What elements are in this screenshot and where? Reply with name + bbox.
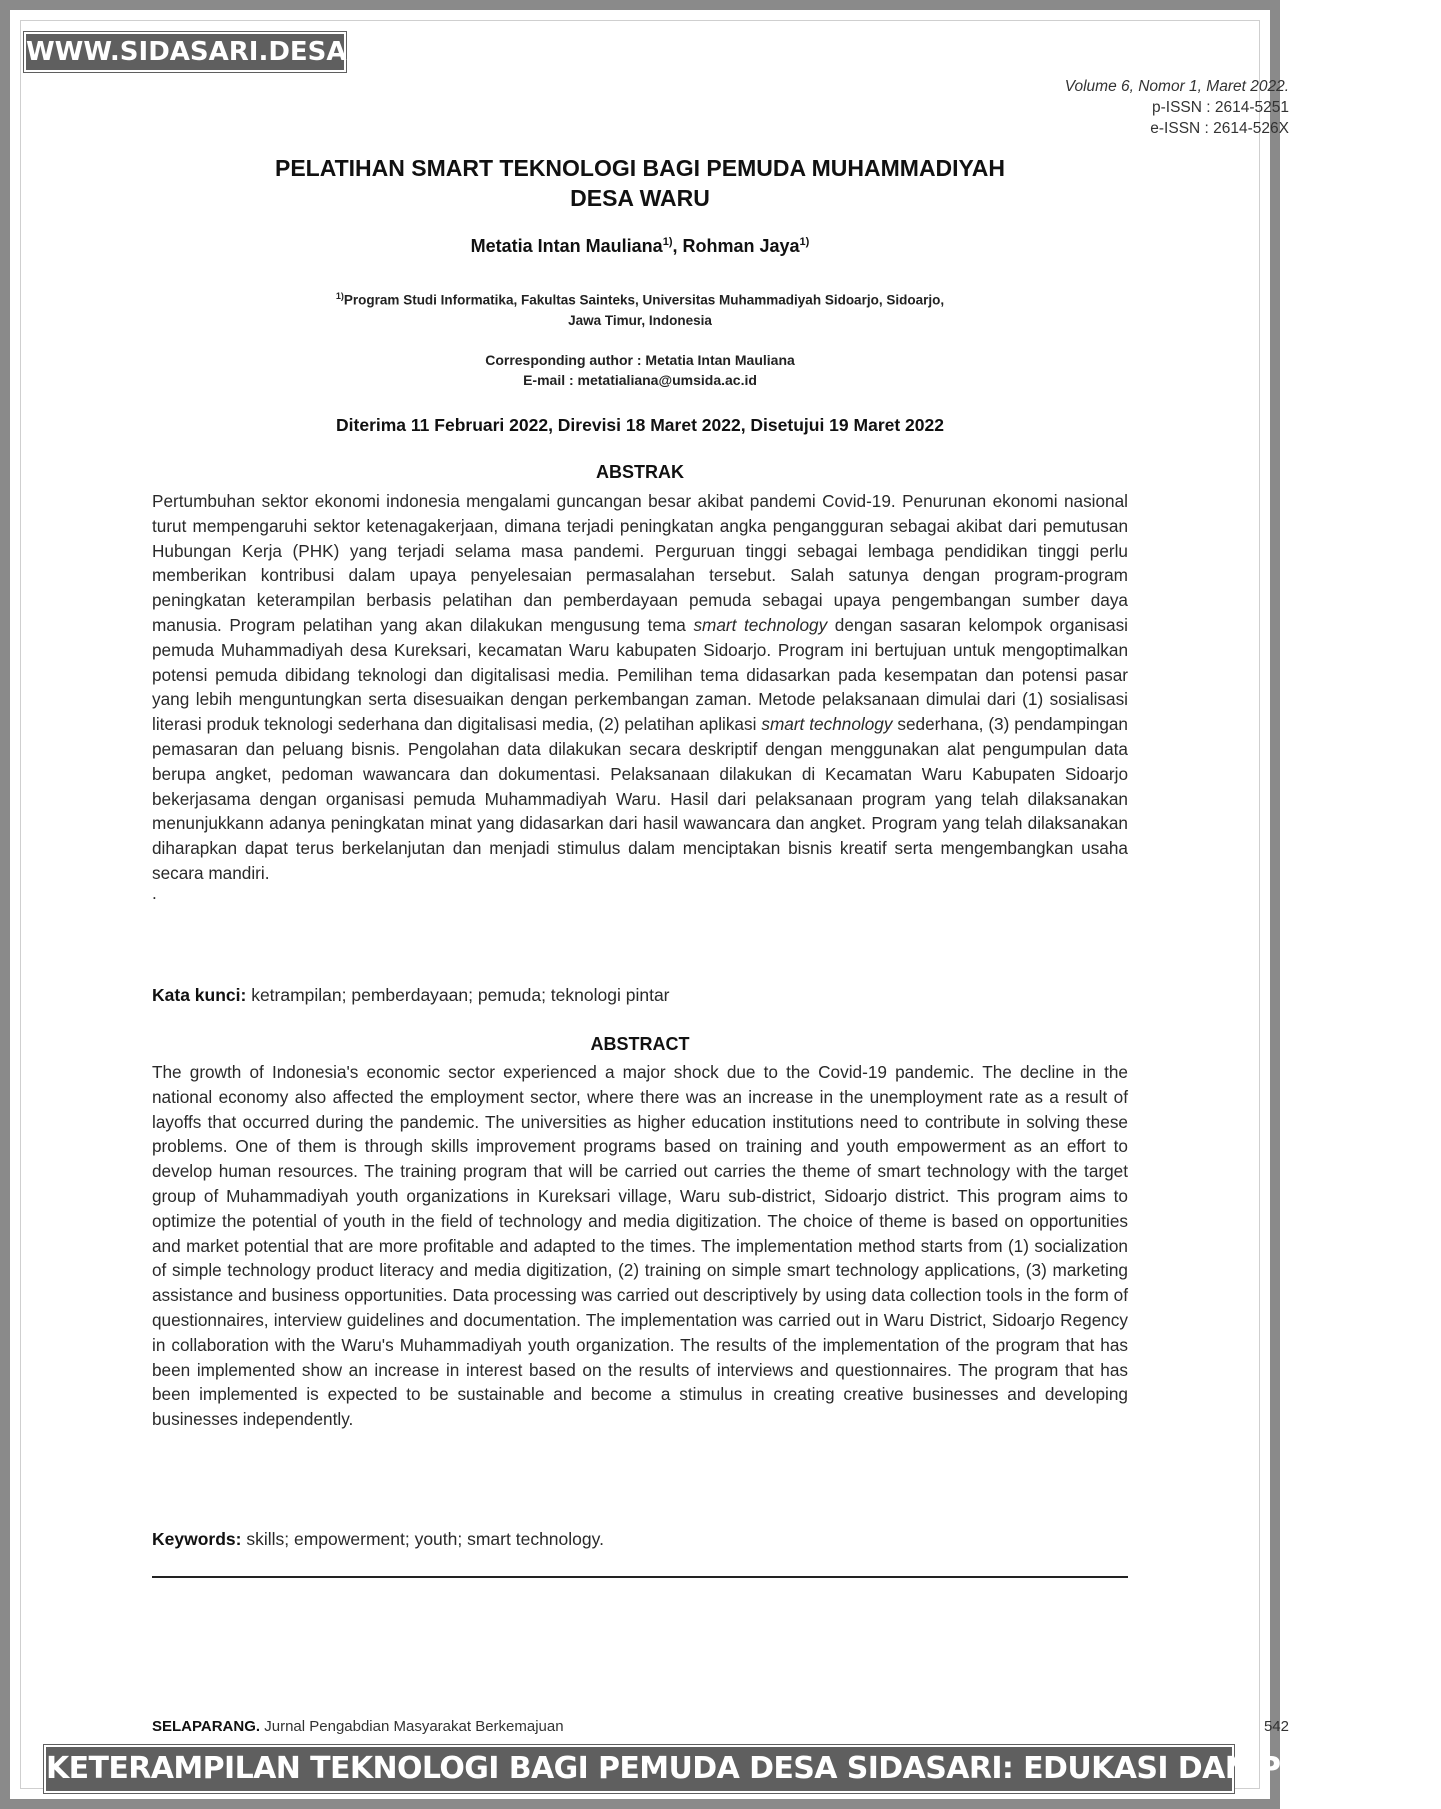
abstrak-italic-2: smart technology — [761, 714, 893, 735]
abstrak-body — [152, 489, 1128, 903]
caption-banner: KETERAMPILAN TEKNOLOGI BAGI PEMUDA DESA SIDASARI: EDUKASI DAN PELATIHAN — [44, 1745, 1234, 1793]
abstract-heading: ABSTRACT — [590, 1034, 690, 1054]
keywords-text: skills; empowerment; youth; smart technology. — [241, 1529, 604, 1549]
affiliation-line-1: Program Studi Informatika, Fakultas Sainteks, Universitas Muhammadiyah Sidoarjo, Sidoarjo, — [343, 292, 945, 308]
correspondence — [150, 350, 1130, 390]
abstrak-text-3: sederhana, (3) pendampingan pemasaran dan peluang bisnis. Pengolahan data dilakukan secara deskriptif dengan menggunakan alat pengumpulan data berupa angket, pedoman wawancara dan dokumentasi. Pelaksanaan dilakukan di Kecamatan Waru Kabupaten Sidoarjo bekerjasama dengan organisasi pemuda Muhammadiyah Waru. Hasil dari pelaksanaan program yang telah dilaksanakan menunjukkann adanya peningkatan minat yang didasarkan dari hasil wawancara dan angket. Program yang telah dilaksanakan diharapkan dapat terus berkelanjutan dan menjadi stimulus dalam menciptakan bisnis kreatif serta mengembangkan usaha secara mandiri. — [152, 714, 1128, 883]
journal-meta — [1065, 76, 1289, 139]
title-line-1: PELATIHAN SMART TEKNOLOGI BAGI PEMUDA MUHAMMADIYAH — [274, 155, 1006, 181]
submission-dates: Diterima 11 Februari 2022, Direvisi 18 Maret 2022, Disetujui 19 Maret 2022 — [336, 415, 944, 435]
author-separator: , — [672, 236, 683, 256]
page-number: 542 — [1263, 1718, 1289, 1735]
keywords-label: Keywords: — [152, 1529, 242, 1549]
abstrak-text-2: dengan sasaran kelompok organisasi pemuda Muhammadiyah desa Kureksari, kecamatan Waru kabupaten Sidoarjo. Program ini bertujuan untuk mengoptimalkan potensi pemuda dibidang teknologi dan digitalisasi media. Pemilihan tema didasarkan pada kesempatan dan potensi pasar yang lebih menguntungkan serta disesuaikan dengan perkembangan zaman. Metode pelaksanaan dimulai dari (1) sosialisasi literasi produk teknologi sederhana dan digitalisasi media, (2) pelatihan aplikasi — [152, 614, 1128, 735]
corresponding-author: Corresponding author : Metatia Intan Mauliana — [485, 352, 795, 368]
journal-name: SELAPARANG. — [152, 1718, 261, 1735]
site-watermark: WWW.SIDASARI.DESA.ID — [24, 32, 346, 72]
e-issn: e-ISSN : 2614-526X — [1150, 120, 1289, 137]
keywords — [152, 1529, 1128, 1550]
authors — [150, 236, 1130, 257]
kata-kunci — [152, 985, 1128, 1006]
abstrak-text-1: Pertumbuhan sektor ekonomi indonesia mengalami guncangan besar akibat pandemi Covid-19. Penurunan ekonomi nasional turut mempengaruhi sektor ketenagakerjaan, dimana terjadi peningkatan angka pengangguran sebagai akibat dari pemutusan Hubungan Kerja (PHK) yang terjadi selama masa pandemi. Perguruan tinggi sebagai lembaga pendidikan tinggi perlu memberikan kontribusi dalam upaya penyelesaian permasalahan tersebut. Salah satunya dengan program-program peningkatan keterampilan berbasis pelatihan dan pemberdayaan pemuda sebagai upaya pengembangan sumber daya manusia. Program pelatihan yang akan dilakukan mengusung tema — [152, 491, 1128, 635]
author-2-sup: 1) — [799, 236, 810, 248]
author-email: E-mail : metatialiana@umsida.ac.id — [523, 372, 757, 388]
volume-info: Volume 6, Nomor 1, Maret 2022. — [1064, 78, 1289, 95]
abstrak-trailing-dot: . — [152, 882, 157, 903]
p-issn: p-ISSN : 2614-5251 — [1151, 99, 1289, 116]
author-2: Rohman Jaya — [682, 236, 800, 256]
title-line-2: DESA WARU — [570, 185, 710, 211]
kata-kunci-text: ketrampilan; pemberdayaan; pemuda; teknologi pintar — [246, 985, 670, 1005]
journal-footer — [152, 1718, 564, 1735]
abstrak-heading: ABSTRAK — [596, 462, 684, 482]
affiliation — [150, 286, 1130, 331]
journal-full-name: Jurnal Pengabdian Masyarakat Berkemajuan — [260, 1718, 564, 1735]
kata-kunci-label: Kata kunci: — [152, 985, 247, 1005]
author-1-sup: 1) — [662, 236, 673, 248]
author-1: Metatia Intan Mauliana — [470, 236, 663, 256]
abstract-body: The growth of Indonesia's economic sector experienced a major shock due to the Covid-19 pandemic. The decline in the national economy also affected the employment sector, where there was an increase in the unemployment rate as a result of layoffs that occurred during the pandemic. The universities as higher education institutions need to contribute in solving these problems. One of them is through skills improvement programs based on training and youth empowerment as an effort to develop human resources. The training program that will be carried out carries the theme of smart technology with the target group of Muhammadiyah youth organizations in Kureksari village, Waru sub-district, Sidoarjo district. This program aims to optimize the potential of youth in the field of technology and media digitization. The choice of theme is based on opportunities and market potential that are more profitable and adapted to the times. The implementation method starts from (1) socialization of simple technology product literacy and media digitization, (2) training on simple smart technology applications, (3) marketing assistance and business opportunities. Data processing was carried out descriptively by using data collection tools in the form of questionnaires, interview guidelines and documentation. The implementation was carried out in Waru District, Sidoarjo Regency in collaboration with the Waru's Muhammadiyah youth organization. The results of the implementation of the program that has been implemented show an increase in interest based on the results of interviews and questionnaires. The program that has been implemented is expected to be sustainable and become a stimulus in creating creative businesses and developing businesses independently. — [152, 1062, 1128, 1430]
affiliation-sup: 1) — [335, 291, 344, 301]
affiliation-line-2: Jawa Timur, Indonesia — [568, 312, 712, 328]
paper-title — [150, 153, 1130, 213]
abstrak-italic-1: smart technology — [693, 614, 828, 635]
section-divider — [152, 1576, 1128, 1578]
